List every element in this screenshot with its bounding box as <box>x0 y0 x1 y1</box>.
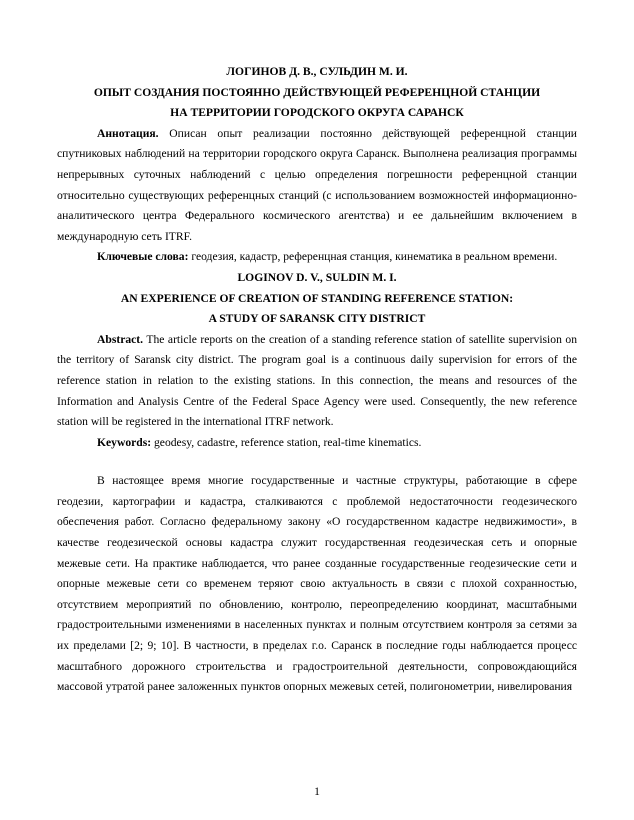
ru-abstract <box>57 124 577 248</box>
en-authors: LOGINOV D. V., SULDIN M. I. <box>237 270 397 284</box>
en-abstract-label: Abstract. <box>97 332 144 346</box>
ru-keywords-text: геодезия, кадастр, референцная станция, кинематика в реальном времени. <box>188 250 558 264</box>
ru-keywords <box>57 247 577 268</box>
en-keywords-label: Keywords: <box>97 435 152 449</box>
en-title-line-1: AN EXPERIENCE OF CREATION OF STANDING REFERENCE STATION: <box>120 291 514 305</box>
ru-abstract-label: Аннотация. <box>97 126 159 140</box>
section-spacer <box>57 453 577 471</box>
en-keywords <box>57 433 577 454</box>
body-paragraph-1: В настоящее время многие государственные и частные структуры, работающие в сфере геодезии, картографии и кадастра, сталкиваются с проблемой недостаточности геодезического обеспечения работ. Согласно федеральному закону «О государственном кадастре недвижимости», в качестве геодезической основы кадастра служит государственная геодезическая сеть и опорные межевые сети. На практике наблюдается, что ранее созданные государственные геодезические сети и опорные межевые сети со временем теряют свою актуальность в связи с плохой сохранностью, отсутствием мероприятий по обновлению, контролю, переопределению координат, масштабными градостроительными изменениями в населенных пунктах и полным отсутствием контроля за сетями за их пределами [2; 9; 10]. В частности, в пределах г.о. Саранск в последние годы наблюдается процесс масштабного дорожного строительства и градостроительной деятельности, сопровождающийся массовой утратой ранее заложенных пунктов опорных межевых сетей, полигонометрии, нивелирования <box>57 474 577 694</box>
en-keywords-text: geodesy, cadastre, reference station, real-time kinematics. <box>151 435 422 449</box>
ru-title-line-1: ОПЫТ СОЗДАНИЯ ПОСТОЯННО ДЕЙСТВУЮЩЕЙ РЕФЕРЕНЦНОЙ СТАНЦИИ <box>93 85 541 99</box>
ru-keywords-label: Ключевые слова: <box>97 250 189 264</box>
ru-abstract-text: Описан опыт реализации постоянно действующей референцной станции спутниковых наблюдений на территории городского округа Саранск. Выполнена реализация программы непрерывных суточных наблюдений с целью определения погрешности референцной станции относительно существующих референцных станций (с использованием возможностей информационно-аналитического центра Федерального космического агентства) и ее дальнейшим включением в международную сеть ITRF. <box>57 126 577 243</box>
en-abstract-text: The article reports on the creation of a standing reference station of satellite supervision on the territory of Saransk city district. The program goal is a continuous daily supervision for errors of the reference station in relation to the existing stations. In this connection, the means and resources of the Information and Analysis Centre of the Federal Space Agency were used. Consequently, the new reference station will be registered in the international ITRF network. <box>57 332 577 429</box>
en-abstract <box>57 330 577 433</box>
page-number: 1 <box>314 785 320 798</box>
ru-title-line-2: НА ТЕРРИТОРИИ ГОРОДСКОГО ОКРУГА САРАНСК <box>170 106 464 120</box>
ru-authors: ЛОГИНОВ Д. В., СУЛЬДИН М. И. <box>226 65 408 78</box>
en-title-line-2: A STUDY OF SARANSK CITY DISTRICT <box>208 312 426 326</box>
